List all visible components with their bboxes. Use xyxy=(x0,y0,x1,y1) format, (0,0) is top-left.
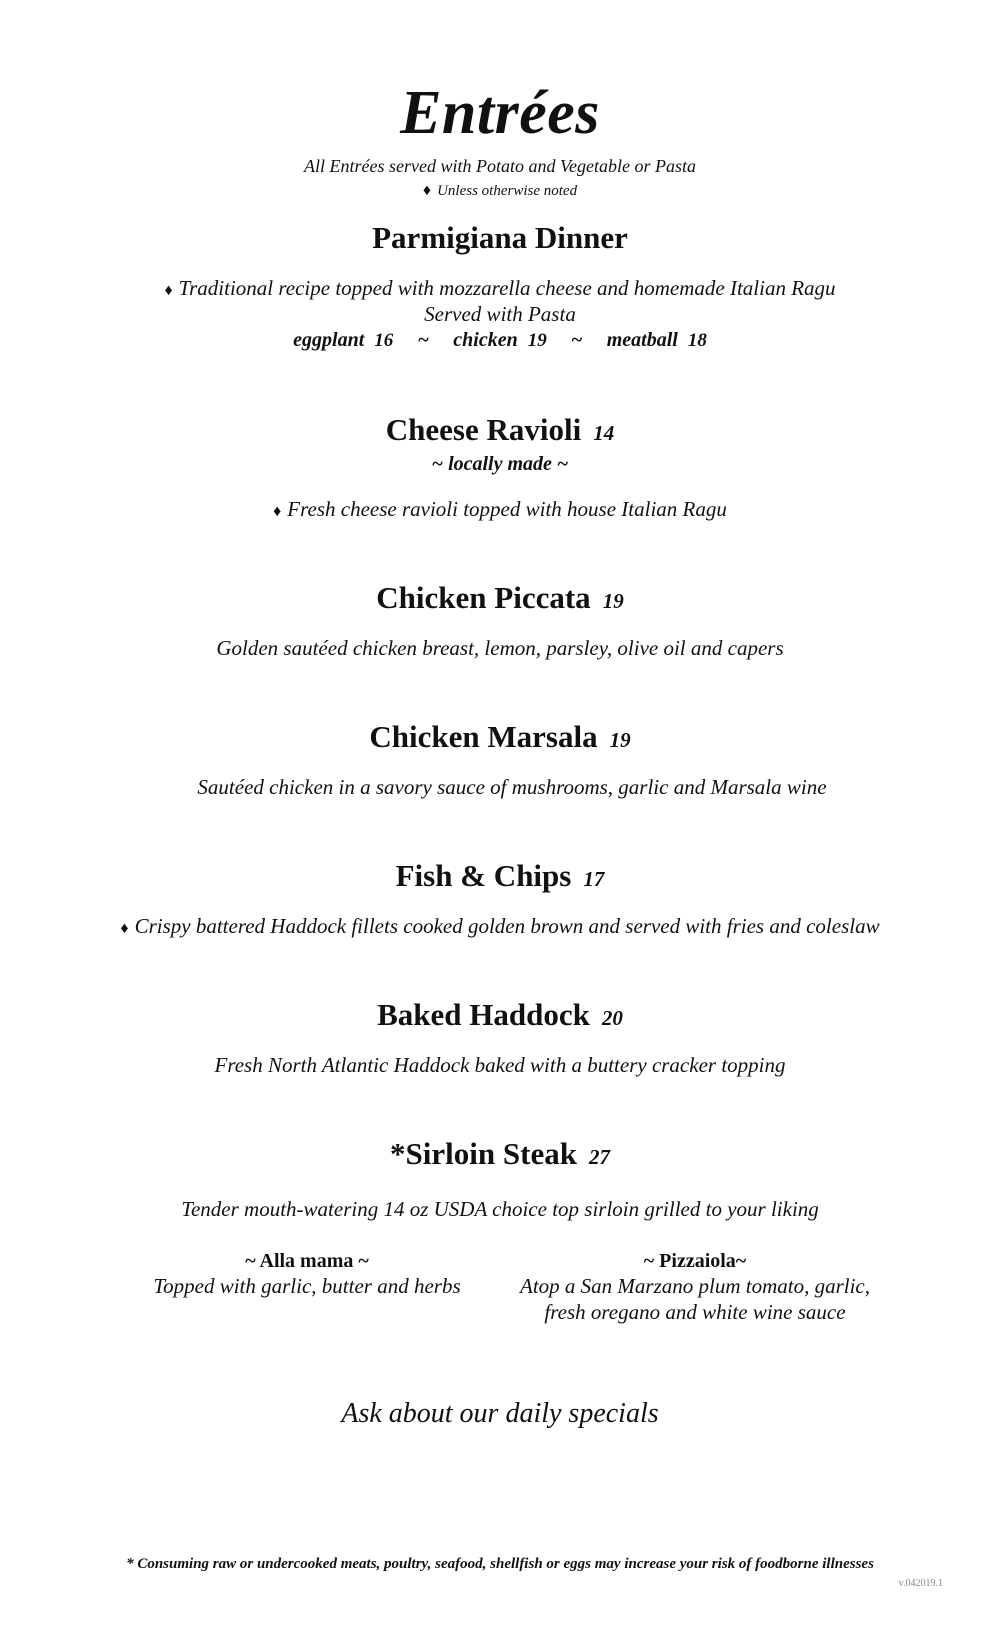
style-name: ~ Pizzaiola~ xyxy=(643,1250,747,1272)
option-separator: ~ xyxy=(571,329,583,351)
sirloin-style-alla-mama xyxy=(132,1250,482,1299)
style-desc: Atop a San Marzano plum tomato, garlic, fresh oregano and white wine sauce xyxy=(520,1274,870,1324)
parmigiana-options xyxy=(0,329,1000,352)
version-label: v.042019.1 xyxy=(898,1578,943,1589)
dish-desc2-parmigiana: Served with Pasta xyxy=(424,302,576,326)
dish-name: Fish & Chips xyxy=(395,858,572,893)
dish-title-sirloin xyxy=(0,1136,1000,1172)
option-chicken: chicken 19 xyxy=(453,329,547,351)
menu-note xyxy=(0,182,1000,200)
sirloin-style-pizzaiola xyxy=(520,1250,870,1325)
note-text: Unless otherwise noted xyxy=(437,183,578,199)
diamond-icon: ♦ xyxy=(273,503,282,520)
dish-name: *Sirloin Steak xyxy=(390,1136,577,1171)
dish-name: Chicken Piccata xyxy=(376,580,591,615)
dish-desc-text: Traditional recipe topped with mozzarella cheese and homemade Italian Ragu xyxy=(178,276,836,300)
daily-specials-note: Ask about our daily specials xyxy=(341,1398,659,1429)
dish-title-marsala xyxy=(0,719,1000,755)
dish-title-ravioli xyxy=(0,412,1000,448)
dish-desc-fish xyxy=(0,914,1000,939)
page-title: Entrées xyxy=(400,79,600,147)
ravioli-tag: ~ locally made ~ xyxy=(431,453,569,475)
dish-price: 19 xyxy=(609,728,631,752)
dish-desc-text: Crispy battered Haddock fillets cooked golden brown and served with fries and coleslaw xyxy=(134,914,880,938)
dish-price: 17 xyxy=(583,867,605,891)
dish-price: 19 xyxy=(602,589,624,613)
option-separator: ~ xyxy=(417,329,429,351)
dish-name: Parmigiana Dinner xyxy=(372,220,628,255)
option-meatball: meatball 18 xyxy=(606,329,707,351)
dish-desc-text: Fresh cheese ravioli topped with house Italian Ragu xyxy=(287,497,727,521)
menu-subtitle: All Entrées served with Potato and Vegetable or Pasta xyxy=(304,156,696,176)
diamond-icon: ♦ xyxy=(164,282,173,299)
dish-title-fish xyxy=(0,858,1000,894)
dish-desc-marsala: Sautéed chicken in a savory sauce of mushrooms, garlic and Marsala wine xyxy=(197,775,827,799)
dish-title-parmigiana xyxy=(0,220,1000,256)
dish-desc-parmigiana xyxy=(0,276,1000,301)
dish-desc-sirloin: Tender mouth-watering 14 oz USDA choice top sirloin grilled to your liking xyxy=(181,1197,819,1221)
dish-title-haddock xyxy=(0,997,1000,1033)
dish-name: Chicken Marsala xyxy=(369,719,598,754)
diamond-icon: ♦ xyxy=(422,182,432,199)
dish-price: 14 xyxy=(593,421,615,445)
option-eggplant: eggplant 16 xyxy=(293,329,394,351)
style-desc: Topped with garlic, butter and herbs xyxy=(153,1274,461,1298)
dish-desc-haddock: Fresh North Atlantic Haddock baked with a buttery cracker topping xyxy=(214,1053,786,1077)
dish-name: Baked Haddock xyxy=(377,997,590,1032)
dish-title-piccata xyxy=(0,580,1000,616)
dish-price: 27 xyxy=(588,1145,610,1169)
style-name: ~ Alla mama ~ xyxy=(245,1250,369,1272)
dish-price: 20 xyxy=(601,1006,623,1030)
dish-name: Cheese Ravioli xyxy=(385,412,582,447)
dish-desc-piccata: Golden sautéed chicken breast, lemon, parsley, olive oil and capers xyxy=(216,636,784,660)
diamond-icon: ♦ xyxy=(120,920,129,937)
foodborne-disclaimer: * Consuming raw or undercooked meats, poultry, seafood, shellfish or eggs may increase your risk of foodborne illnesses xyxy=(126,1556,874,1572)
dish-desc-ravioli xyxy=(0,497,1000,522)
